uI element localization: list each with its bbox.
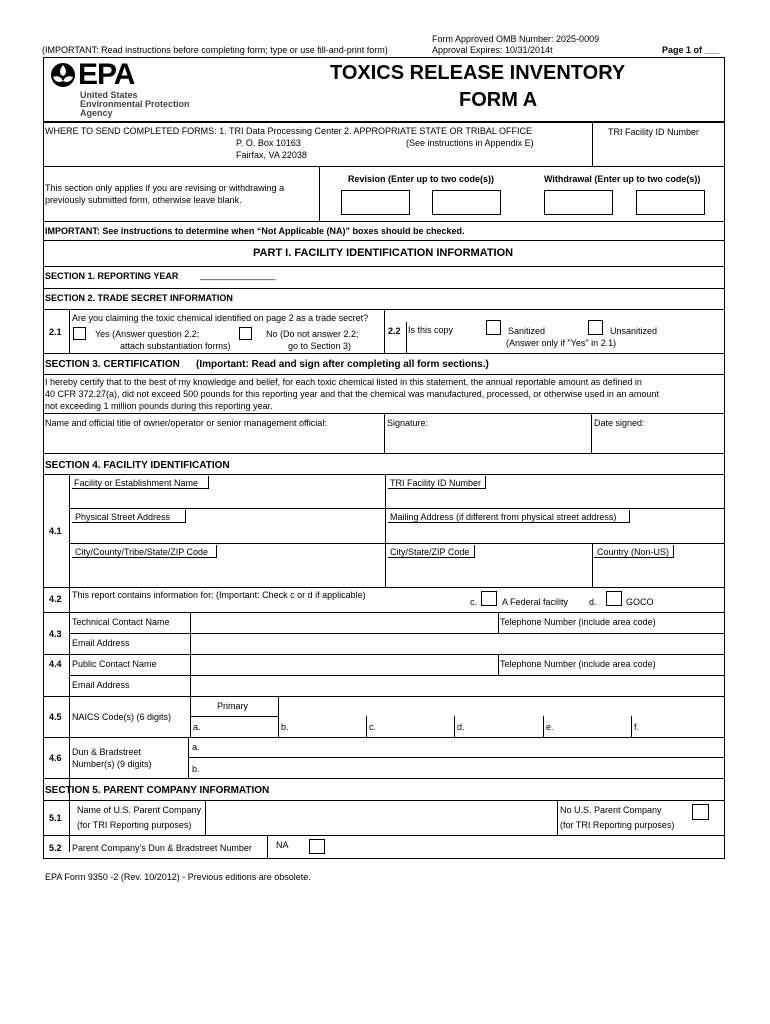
city-state-zip-label: City/State/ZIP Code (390, 547, 470, 557)
unsanitized-checkbox[interactable] (588, 320, 603, 335)
trade-secret-no-checkbox[interactable] (239, 327, 252, 340)
epa-logo (50, 62, 76, 90)
trade-secret-no-line1: No (Do not answer 2.2; (266, 329, 359, 339)
facility-name-label: Facility or Establishment Name (74, 478, 199, 488)
withdrawal-label: Withdrawal (Enter up to two code(s)) (544, 174, 701, 184)
contains-info-label: This report contains information for: (Important: Check c or d if applicable) (72, 590, 366, 600)
revision-note-line2: previously submitted form, otherwise leave blank. (45, 195, 242, 205)
naics-code-e[interactable]: e. (546, 722, 554, 732)
send-to-label: WHERE TO SEND COMPLETED FORMS: 1. TRI Data Processing Center (45, 126, 342, 136)
epa-flower-icon (50, 62, 76, 88)
withdrawal-code-2[interactable] (636, 190, 705, 215)
naics-code-d[interactable]: d. (457, 722, 465, 732)
part1-title: PART I. FACILITY IDENTIFICATION INFORMATION (253, 247, 514, 259)
approval-expires: Approval Expires: 10/31/2014t (432, 45, 553, 55)
parent-dun-na-checkbox[interactable] (309, 839, 325, 854)
tri-facility-id-label: TRI Facility ID Number (608, 127, 700, 137)
page-number: Page 1 of ___ (662, 45, 720, 55)
tech-telephone-label: Telephone Number (include area code) (500, 617, 656, 627)
mailing-address-label: Mailing Address (if different from physical street address) (390, 512, 617, 522)
option-d-letter: d. (589, 597, 597, 607)
dun-bradstreet-line1: Dun & Bradstreet (72, 747, 142, 757)
tech-email-label: Email Address (72, 638, 130, 648)
form-title-line1: TOXICS RELEASE INVENTORY (330, 62, 626, 84)
naics-code-f[interactable]: f. (634, 722, 640, 732)
trade-secret-no-line2: go to Section 3) (288, 341, 352, 351)
certification-line3: not exceeding 1 million pounds during this reporting year. (45, 401, 273, 411)
section2-2-number: 2.2 (388, 326, 401, 336)
federal-facility-checkbox[interactable] (481, 591, 497, 606)
section5-1-number: 5.1 (49, 813, 62, 823)
street-address-label: Physical Street Address (75, 512, 171, 522)
public-telephone-label: Telephone Number (include area code) (500, 659, 656, 669)
section4-3-number: 4.3 (49, 629, 62, 639)
section4-4-number: 4.4 (49, 659, 62, 669)
form-footer: EPA Form 9350 -2 (Rev. 10/2012) - Previous editions are obsolete. (45, 872, 311, 882)
omb-number: Form Approved OMB Number: 2025-0009 (432, 34, 600, 44)
revision-note-line1: This section only applies if you are revising or withdrawing a (45, 183, 285, 193)
certification-line1: I hereby certify that to the best of my knowledge and belief, for each toxic chemical listed in this statement, the annual reportable amount as defined in (45, 377, 642, 387)
agency-line3: Agency (80, 108, 113, 118)
is-this-copy-label: Is this copy (408, 325, 454, 335)
dun-number-a[interactable]: a. (192, 742, 200, 752)
trade-secret-yes-line1: Yes (Answer question 2.2; (95, 329, 200, 339)
section2-1-number: 2.1 (49, 327, 62, 337)
no-parent-line1: No U.S. Parent Company (560, 805, 662, 815)
section3-label: SECTION 3. CERTIFICATION (45, 359, 180, 370)
important-na-note: IMPORTANT: See instructions to determine when “Not Applicable (NA)” boxes should be checked. (45, 226, 465, 236)
section5-label: SECTION 5. PARENT COMPANY INFORMATION (45, 785, 270, 796)
sanitized-label: Sanitized (508, 326, 546, 336)
trade-secret-question: Are you claiming the toxic chemical identified on page 2 as a trade secret? (72, 313, 369, 323)
section3-important: (Important: Read and sign after completing all form sections.) (196, 359, 489, 370)
country-label: Country (Non-US) (597, 547, 670, 557)
no-parent-line2: (for TRI Reporting purposes) (560, 820, 675, 830)
naics-code-b[interactable]: b. (281, 722, 289, 732)
section4-6-number: 4.6 (49, 753, 62, 763)
section5-2-number: 5.2 (49, 843, 62, 853)
state-office: 2. APPROPRIATE STATE OR TRIBAL OFFICE (344, 126, 533, 136)
goco-checkbox[interactable] (606, 591, 622, 606)
no-parent-checkbox[interactable] (692, 804, 709, 820)
public-email-label: Email Address (72, 680, 130, 690)
option-c-letter: c. (470, 597, 478, 607)
section4-label: SECTION 4. FACILITY IDENTIFICATION (45, 460, 230, 471)
state-instructions: (See instructions in Appendix E) (406, 138, 534, 148)
trade-secret-yes-line2: attach substantiation forms) (120, 341, 231, 351)
answer-only-note: (Answer only if "Yes" in 2.1) (506, 338, 617, 348)
important-note: (IMPORTANT: Read instructions before completing form; type or use fill-and-print form) (42, 45, 388, 55)
goco-label: GOCO (626, 597, 654, 607)
revision-code-2[interactable] (432, 190, 501, 215)
agency-line2: Environmental Protection (80, 99, 190, 109)
form-title-line2: FORM A (459, 89, 538, 111)
dun-number-b[interactable]: b. (192, 764, 200, 774)
section1-label: SECTION 1. REPORTING YEAR (45, 271, 179, 281)
section4-5-number: 4.5 (49, 712, 62, 722)
naics-primary-label: Primary (217, 701, 248, 711)
tech-contact-label: Technical Contact Name (72, 617, 170, 627)
naics-code-a[interactable]: a. (193, 722, 201, 732)
certification-line2: 40 CFR 372.27(a), did not exceed 500 pounds for this reporting year and that the chemical was manufactured, processed, or otherwise used in an amount (45, 389, 659, 399)
date-signed-label: Date signed: (594, 418, 645, 428)
trade-secret-yes-checkbox[interactable] (73, 327, 86, 340)
parent-dun-na-label: NA (276, 840, 289, 850)
naics-code-c[interactable]: c. (369, 722, 377, 732)
federal-facility-label: A Federal facility (502, 597, 569, 607)
revision-label: Revision (Enter up to two code(s)) (348, 174, 495, 184)
section4-2-number: 4.2 (49, 594, 62, 604)
withdrawal-code-1[interactable] (544, 190, 613, 215)
send-to-city: Fairfax, VA 22038 (236, 150, 307, 160)
owner-name-title-label: Name and official title of owner/operator or senior management official: (45, 418, 327, 428)
unsanitized-label: Unsanitized (610, 326, 658, 336)
public-contact-label: Public Contact Name (72, 659, 157, 669)
epa-logo-text: EPA (78, 58, 135, 91)
revision-code-1[interactable] (341, 190, 410, 215)
parent-company-line1: Name of U.S. Parent Company (77, 805, 202, 815)
dun-bradstreet-line2: Number(s) (9 digits) (72, 759, 152, 769)
signature-label: Signature: (387, 418, 429, 428)
sanitized-checkbox[interactable] (486, 320, 501, 335)
agency-line1: United States (80, 90, 138, 100)
section4-1-number: 4.1 (49, 526, 62, 536)
send-to-po-box: P. O. Box 10163 (236, 138, 301, 148)
reporting-year-blank[interactable]: _______________ (200, 270, 276, 280)
parent-company-line2: (for TRI Reporting purposes) (77, 820, 192, 830)
tri-facility-id-label-4: TRI Facility ID Number (390, 478, 482, 488)
section2-label: SECTION 2. TRADE SECRET INFORMATION (45, 293, 233, 303)
city-county-label: City/County/Tribe/State/ZIP Code (75, 547, 209, 557)
naics-label: NAICS Code(s) (6 digits) (72, 712, 172, 722)
parent-dun-label: Parent Company’s Dun & Bradstreet Number (72, 843, 252, 853)
